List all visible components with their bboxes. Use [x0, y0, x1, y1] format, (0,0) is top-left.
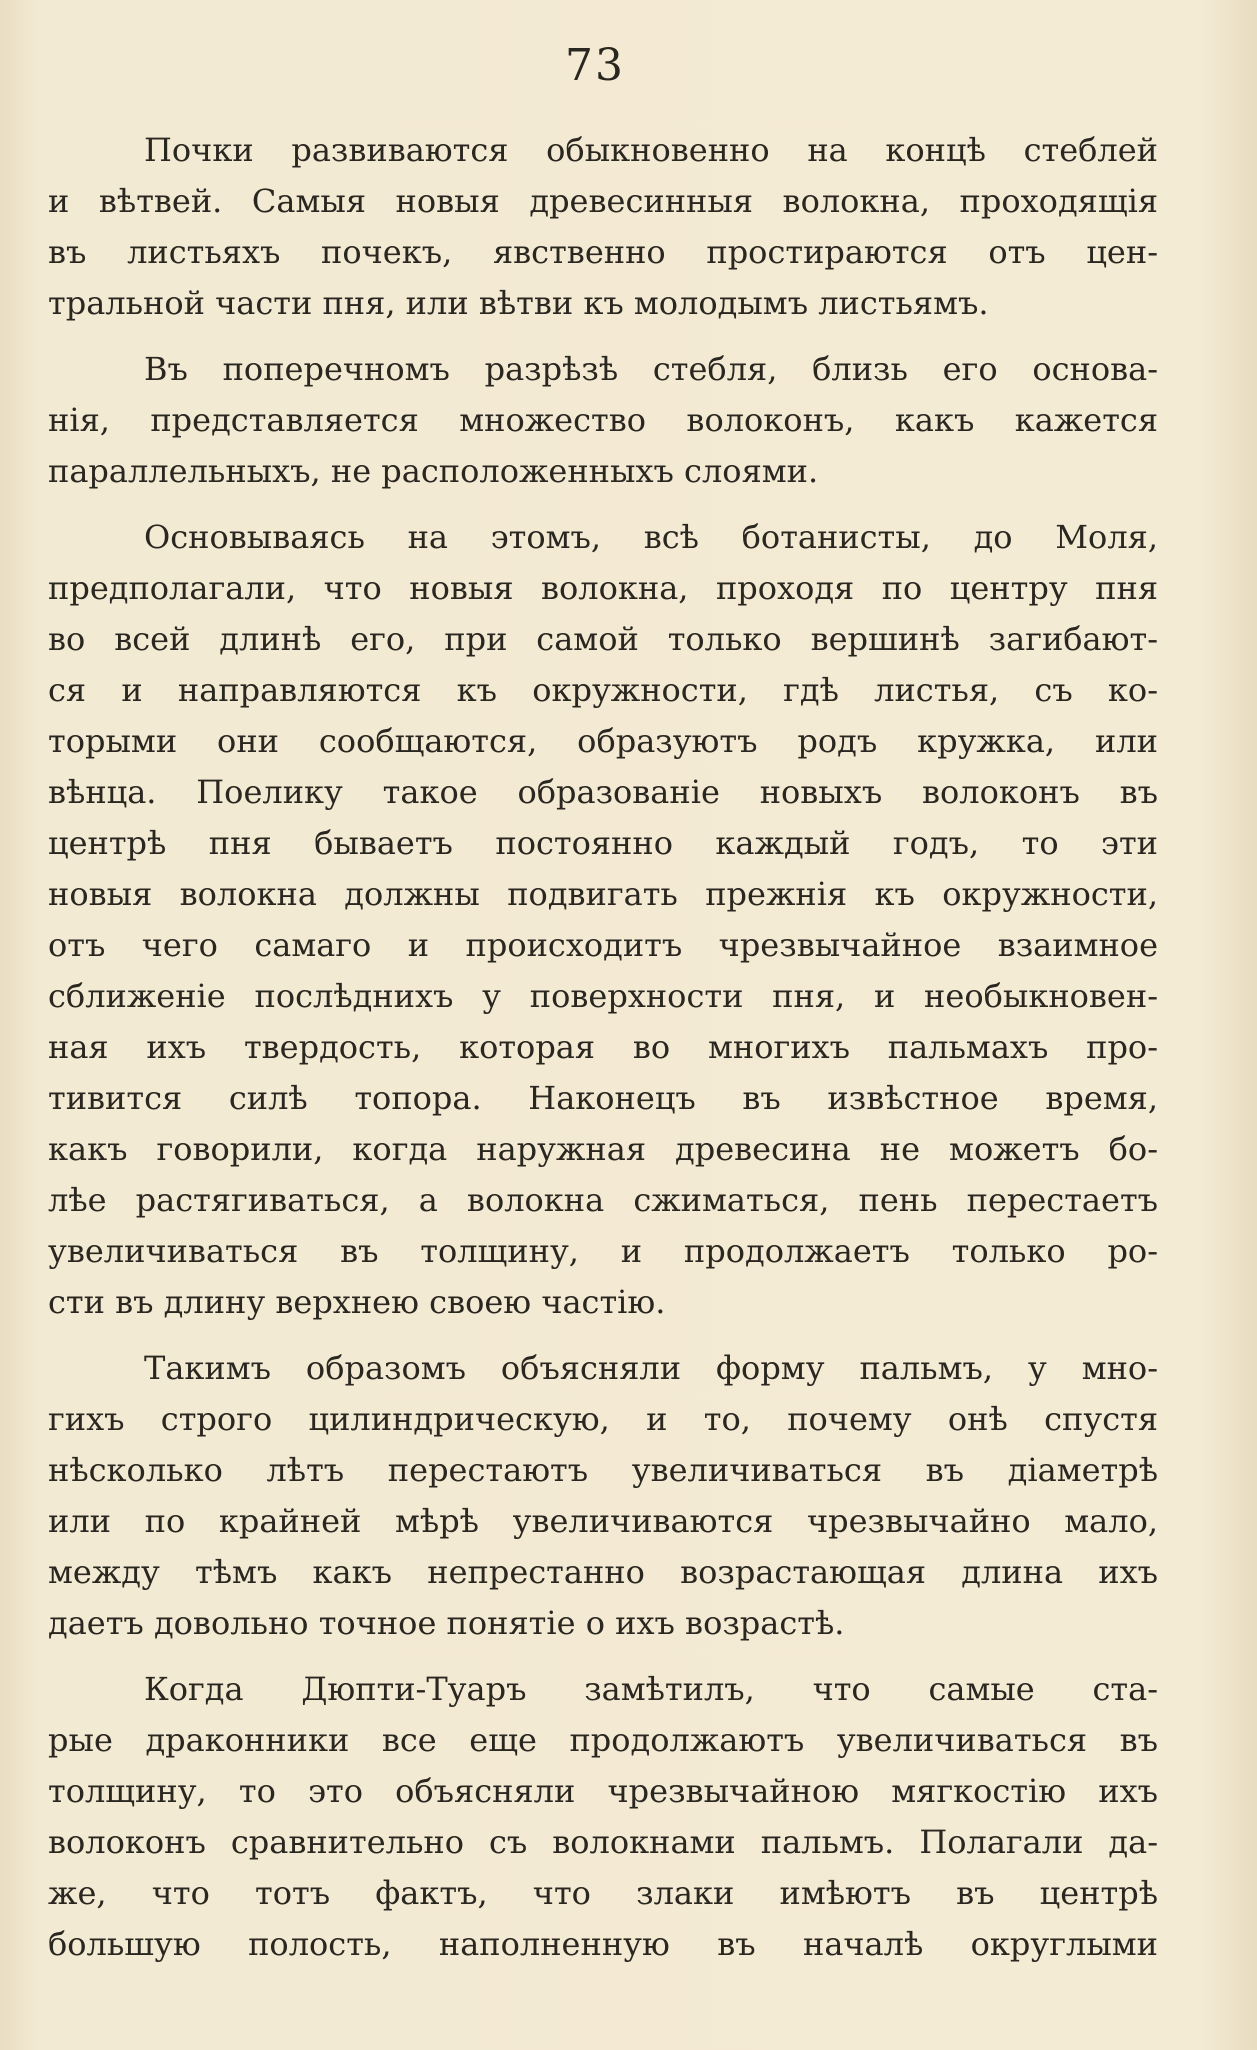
- body-text: [48, 125, 1158, 1985]
- text-line: центрѣ пня бываетъ постоянно каждый годъ, то эти: [48, 824, 1158, 862]
- text-line: во всей длинѣ его, при самой только вершинѣ загибают-: [48, 620, 1158, 658]
- text-line: какъ говорили, когда наружная древесина не можетъ бо-: [48, 1130, 1158, 1168]
- text-line: между тѣмъ какъ непрестанно возрастающая длина ихъ: [48, 1553, 1158, 1591]
- text-line: большую полость, наполненную въ началѣ округлыми: [48, 1925, 1158, 1963]
- text-line: или по крайней мѣрѣ увеличиваются чрезвычайно мало,: [48, 1502, 1158, 1540]
- paragraph-5: [48, 1664, 1158, 1970]
- paragraph-2: [48, 344, 1158, 497]
- paragraph-4: [48, 1343, 1158, 1649]
- text-line: ная ихъ твердость, которая во многихъ пальмахъ про-: [48, 1028, 1158, 1066]
- text-line: и вѣтвей. Самыя новыя древесинныя волокна, проходящія: [48, 182, 1158, 220]
- text-line: вѣнца. Поелику такое образованіе новыхъ волоконъ въ: [48, 773, 1158, 811]
- text-line: Въ поперечномъ разрѣзѣ стебля, близь его основа-: [144, 350, 1158, 388]
- text-line: толщину, то это объясняли чрезвычайною мягкостію ихъ: [48, 1772, 1158, 1810]
- text-line: тральной части пня, или вѣтви къ молодымъ листьямъ.: [48, 284, 989, 322]
- text-line: рые драконники все еще продолжаютъ увеличиваться въ: [48, 1721, 1158, 1759]
- text-line: сти въ длину верхнею своею частію.: [48, 1283, 666, 1321]
- text-line: же, что тотъ фактъ, что злаки имѣютъ въ центрѣ: [48, 1874, 1158, 1912]
- text-line: въ листьяхъ почекъ, явственно простираются отъ цен-: [48, 233, 1158, 271]
- text-line: ся и направляются къ окружности, гдѣ листья, съ ко-: [48, 671, 1158, 709]
- text-line: нѣсколько лѣтъ перестаютъ увеличиваться въ діаметрѣ: [48, 1451, 1158, 1489]
- text-line: Основываясь на этомъ, всѣ ботанисты, до Моля,: [144, 518, 1158, 556]
- page-number: 73: [565, 40, 625, 91]
- paragraph-3: [48, 512, 1158, 1328]
- text-line: волоконъ сравнительно съ волокнами пальмъ. Полагали да-: [48, 1823, 1158, 1861]
- text-line: даетъ довольно точное понятіе о ихъ возрастѣ.: [48, 1604, 845, 1642]
- text-line: Когда Дюпти-Туаръ замѣтилъ, что самые ста-: [144, 1670, 1158, 1708]
- text-line: торыми они сообщаются, образуютъ родъ кружка, или: [48, 722, 1158, 760]
- text-line: предполагали, что новыя волокна, проходя по центру пня: [48, 569, 1158, 607]
- text-line: сближеніе послѣднихъ у поверхности пня, и необыкновен-: [48, 977, 1158, 1015]
- text-line: лѣе растягиваться, а волокна сжиматься, пень перестаетъ: [48, 1181, 1158, 1219]
- text-line: Почки развиваются обыкновенно на концѣ стеблей: [144, 131, 1158, 169]
- text-line: Такимъ образомъ объясняли форму пальмъ, у мно-: [144, 1349, 1158, 1387]
- text-line: параллельныхъ, не расположенныхъ слоями.: [48, 452, 819, 490]
- text-line: отъ чего самаго и происходитъ чрезвычайное взаимное: [48, 926, 1158, 964]
- text-line: гихъ строго цилиндрическую, и то, почему онѣ спустя: [48, 1400, 1158, 1438]
- text-line: новыя волокна должны подвигать прежнія къ окружности,: [48, 875, 1158, 913]
- text-line: тивится силѣ топора. Наконецъ въ извѣстное время,: [48, 1079, 1158, 1117]
- paragraph-1: [48, 125, 1158, 329]
- text-line: нія, представляется множество волоконъ, какъ кажется: [48, 401, 1158, 439]
- text-line: увеличиваться въ толщину, и продолжаетъ только ро-: [48, 1232, 1158, 1270]
